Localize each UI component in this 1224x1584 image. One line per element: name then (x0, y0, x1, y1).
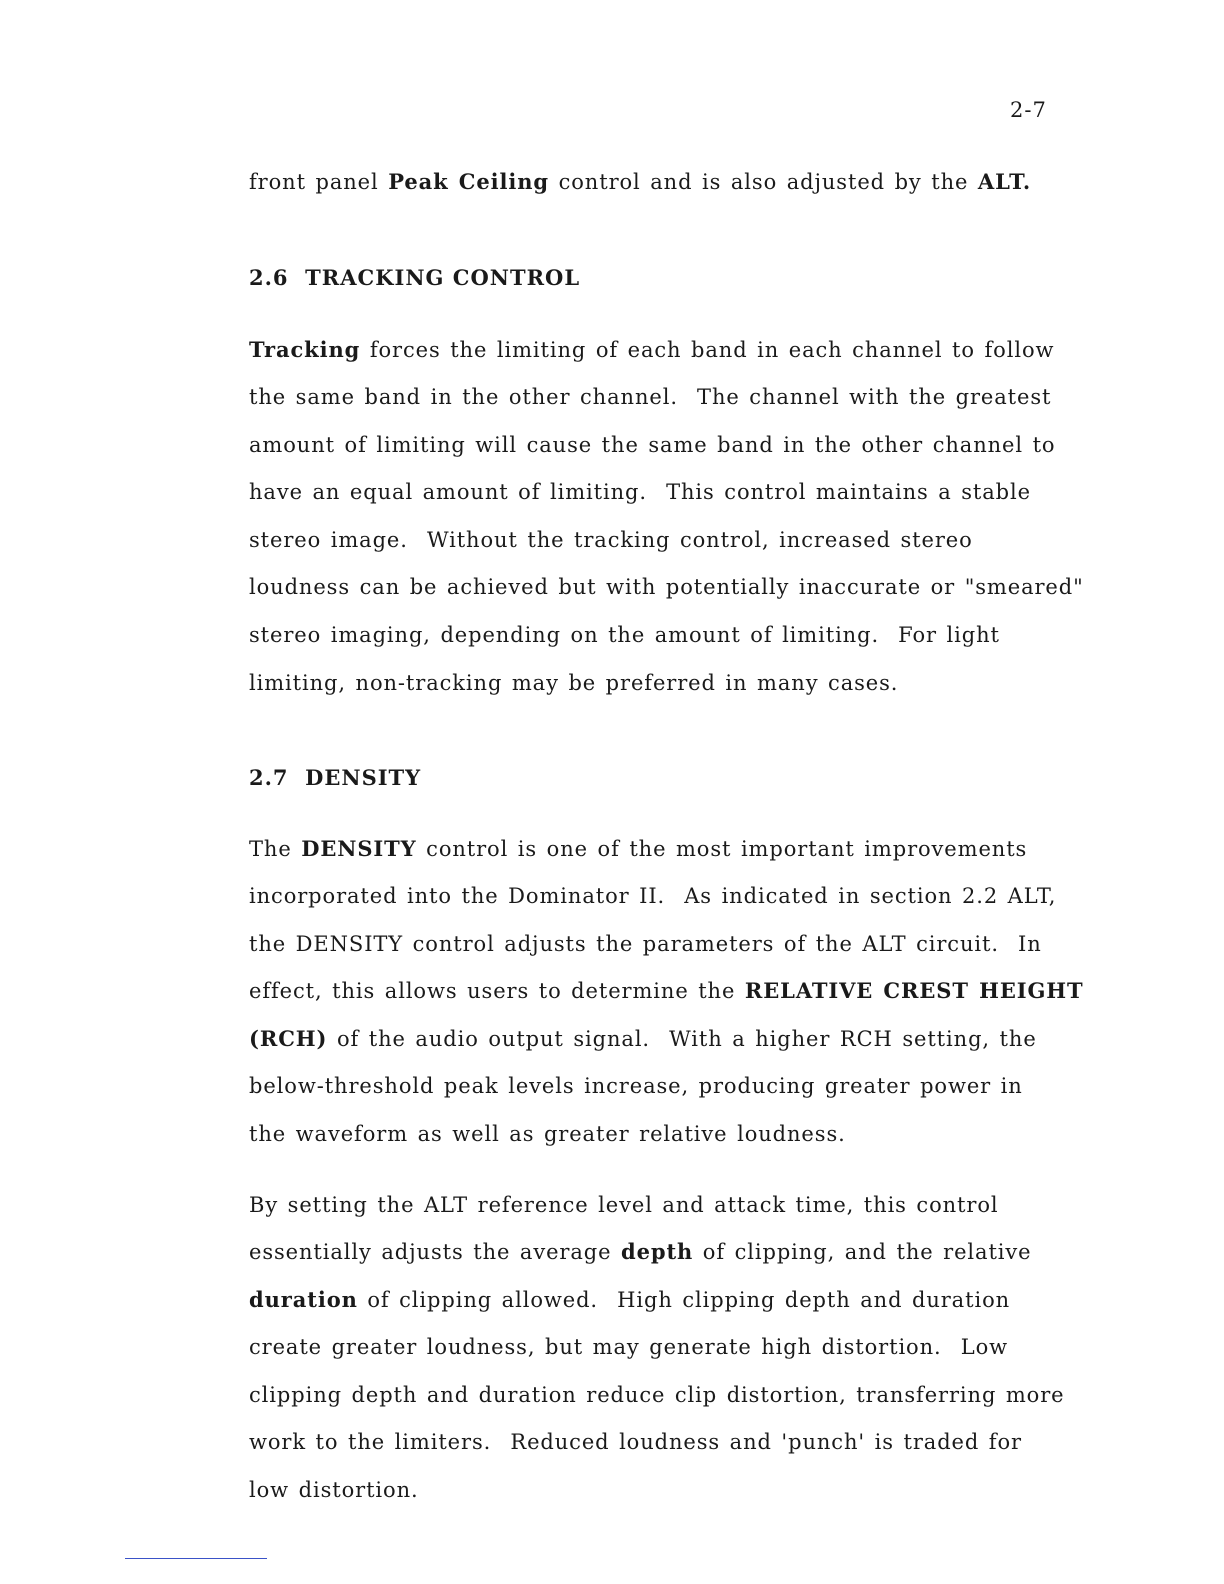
tracking-term: Tracking (249, 337, 361, 362)
section-2-6-heading: 2.6 TRACKING CONTROL (249, 265, 581, 290)
intro-line: front panel Peak Ceiling control and is also adjusted by the ALT. (249, 169, 1032, 194)
section-2-7-p2-line-5: clipping depth and duration reduce clip distortion, transferring more (249, 1383, 1065, 1407)
rch-abbrev-term: (RCH) (249, 1026, 328, 1051)
section-2-6-line-8: limiting, non-tracking may be preferred in many cases. (249, 671, 899, 695)
section-2-7-p2-line-6: work to the limiters. Reduced loudness and 'punch' is traded for (249, 1430, 1022, 1454)
density-term: DENSITY (301, 836, 417, 861)
section-2-7-p1-line-3: the DENSITY control adjusts the parameters of the ALT circuit. In (249, 932, 1042, 956)
peak-ceiling-term: Peak Ceiling (388, 169, 550, 194)
section-2-7-heading: 2.7 DENSITY (249, 765, 422, 790)
section-2-7-p1-line-5: (RCH) of the audio output signal. With a higher RCH setting, the (249, 1026, 1037, 1051)
section-2-6-line-2: the same band in the other channel. The channel with the greatest (249, 385, 1052, 409)
section-2-6-line-3: amount of limiting will cause the same band in the other channel to (249, 433, 1056, 457)
section-2-7-p2-line-7: low distortion. (249, 1478, 419, 1502)
section-2-7-p2-line-4: create greater loudness, but may generate high distortion. Low (249, 1335, 1009, 1359)
section-2-6-line-1: Tracking forces the limiting of each band in each channel to follow (249, 337, 1055, 362)
section-2-7-p1-line-2: incorporated into the Dominator II. As indicated in section 2.2 ALT, (249, 884, 1057, 908)
section-2-7-p1-line-1: The DENSITY control is one of the most important improvements (249, 836, 1028, 861)
footnote-rule (125, 1558, 267, 1559)
duration-term: duration (249, 1287, 358, 1312)
section-2-6-line-4: have an equal amount of limiting. This control maintains a stable (249, 480, 1031, 504)
section-2-6-line-6: loudness can be achieved but with potentially inaccurate or "smeared" (249, 575, 1084, 599)
section-2-7-p1-line-4: effect, this allows users to determine the RELATIVE CREST HEIGHT (249, 978, 1084, 1003)
section-2-7-p2-line-3: duration of clipping allowed. High clipping depth and duration (249, 1287, 1011, 1312)
alt-term: ALT. (977, 169, 1032, 194)
page-number: 2-7 (1010, 98, 1047, 122)
section-2-7-p2-line-1: By setting the ALT reference level and attack time, this control (249, 1193, 999, 1217)
section-2-6-line-5: stereo image. Without the tracking control, increased stereo (249, 528, 973, 552)
section-2-6-line-7: stereo imaging, depending on the amount of limiting. For light (249, 623, 1000, 647)
rch-term: RELATIVE CREST HEIGHT (744, 978, 1084, 1003)
section-2-7-p1-line-6: below-threshold peak levels increase, producing greater power in (249, 1074, 1023, 1098)
depth-term: depth (621, 1239, 694, 1264)
section-2-7-p2-line-2: essentially adjusts the average depth of clipping, and the relative (249, 1239, 1032, 1264)
section-2-7-p1-line-7: the waveform as well as greater relative loudness. (249, 1122, 846, 1146)
